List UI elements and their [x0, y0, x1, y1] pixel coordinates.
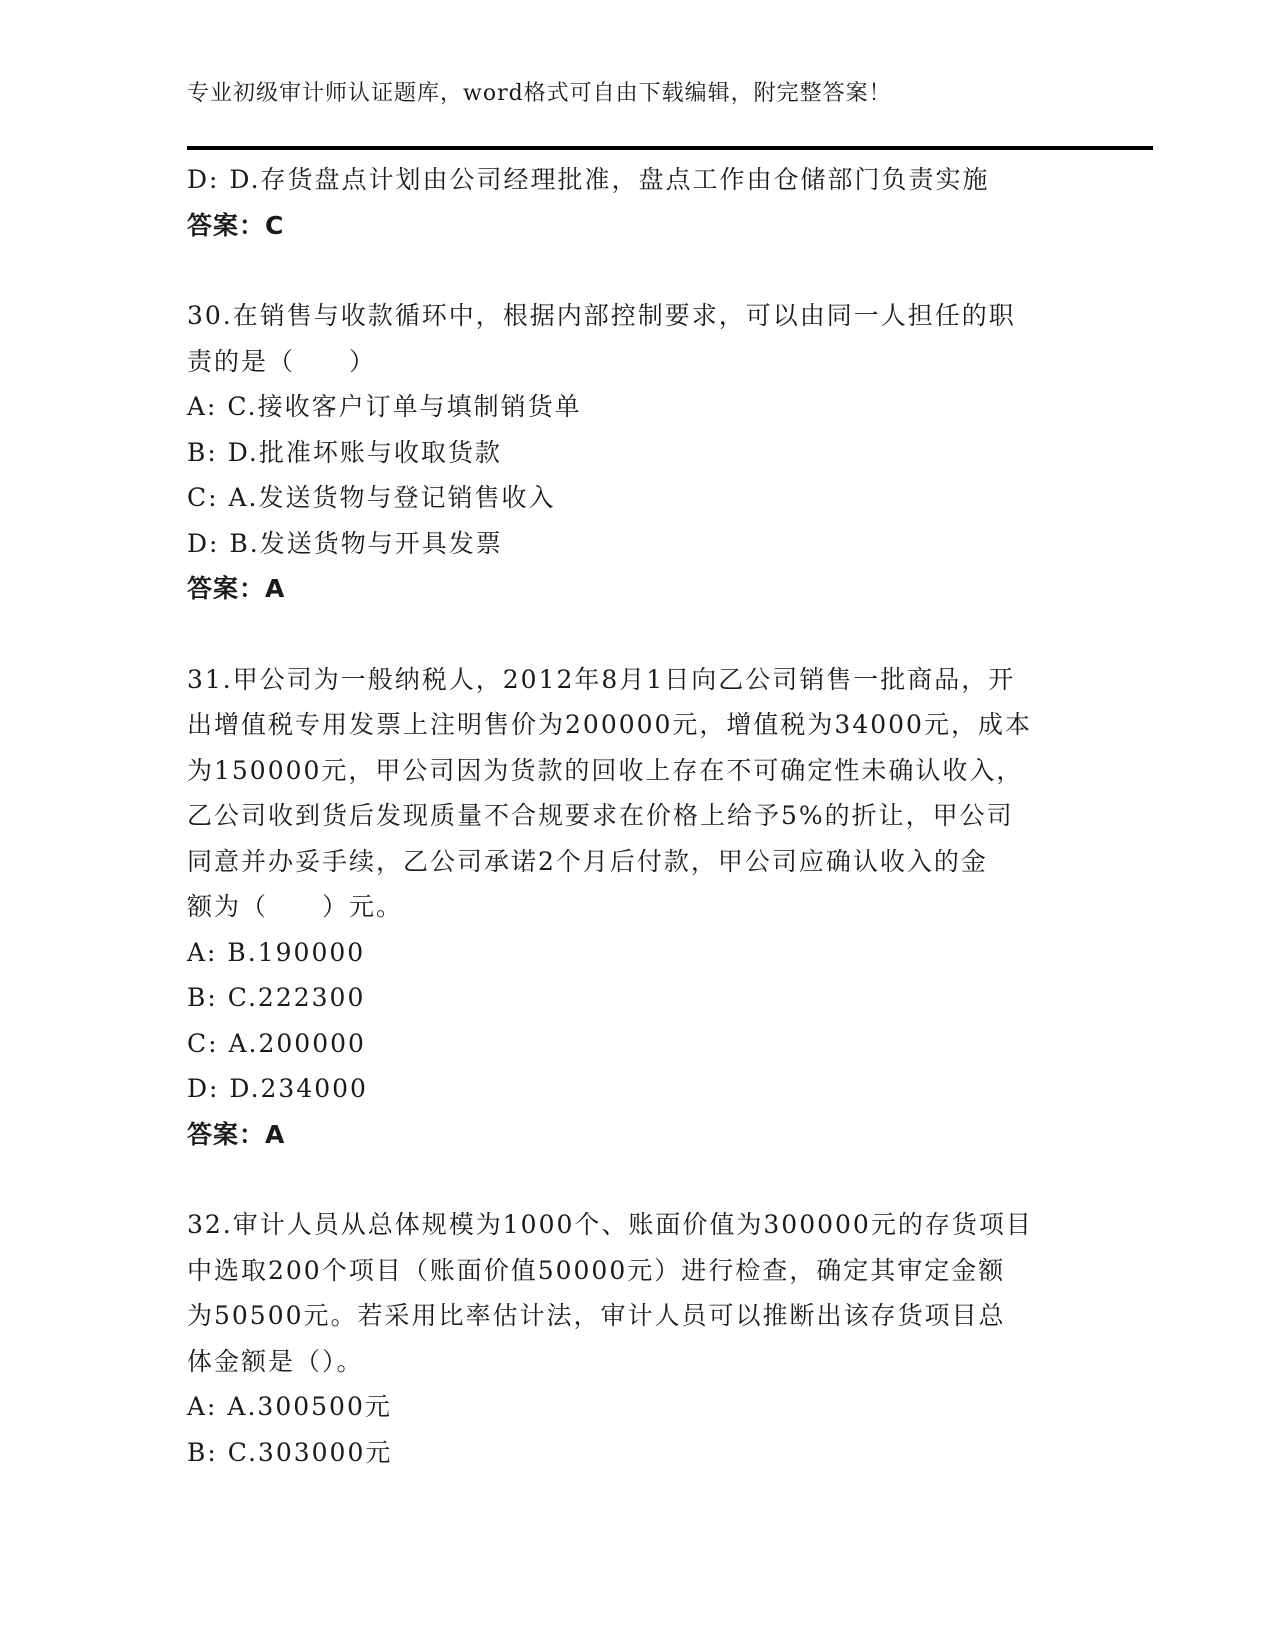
option-line: A: C.接收客户订单与填制销货单 [187, 392, 582, 421]
option-line: B: C.303000元 [187, 1437, 393, 1467]
option-line: D: D.存货盘点计划由公司经理批准，盘点工作由仓储部门负责实施 [187, 165, 990, 194]
header-divider [187, 146, 1153, 150]
option-line: D: B.发送货物与开具发票 [187, 528, 503, 558]
spacer [187, 612, 1087, 657]
question-text: 出增值税专用发票上注明售价为200000元，增值税为34000元，成本 [187, 710, 1032, 739]
question-text: 为150000元，甲公司因为货款的回收上存在不可确定性未确认收入， [187, 755, 1024, 785]
question-block [187, 657, 1087, 1158]
answer-line: 答案：C [187, 210, 285, 240]
document-body [187, 157, 1087, 1475]
question-text: 责的是（ ） [187, 346, 377, 376]
question-text: 为50500元。若采用比率估计法，审计人员可以推断出该存货项目总 [187, 1301, 1006, 1330]
option-line: D: D.234000 [187, 1074, 368, 1103]
option-line: B: C.222300 [187, 983, 366, 1012]
option-line: A: A.300500元 [187, 1392, 392, 1421]
question-text: 30.在销售与收款循环中，根据内部控制要求，可以由同一人担任的职 [187, 301, 1016, 330]
question-text: 中选取200个项目（账面价值50000元）进行检查，确定其审定金额 [187, 1255, 1006, 1285]
option-line: B: D.批准坏账与收取货款 [187, 437, 502, 467]
question-block [187, 293, 1087, 612]
option-line: A: B.190000 [187, 937, 366, 967]
option-line: C: A.发送货物与登记销售收入 [187, 483, 556, 512]
answer-line: 答案：A [187, 574, 286, 603]
spacer [187, 248, 1087, 293]
option-line: C: A.200000 [187, 1028, 366, 1058]
question-text: 额为（ ）元。 [187, 892, 404, 921]
question-text: 31.甲公司为一般纳税人，2012年8月1日向乙公司销售一批商品，开 [187, 664, 1016, 694]
question-text: 乙公司收到货后发现质量不合规要求在价格上给予5%的折让，甲公司 [187, 801, 1014, 830]
page-header: 专业初级审计师认证题库，word格式可自由下载编辑，附完整答案！ [187, 81, 892, 106]
question-text: 同意并办妥手续，乙公司承诺2个月后付款，甲公司应确认收入的金 [187, 846, 988, 876]
question-text: 32.审计人员从总体规模为1000个、账面价值为300000元的存货项目 [187, 1210, 1033, 1239]
question-block [187, 1202, 1087, 1475]
answer-line: 答案：A [187, 1119, 286, 1149]
question-text: 体金额是（）。 [187, 1346, 364, 1376]
spacer [187, 1157, 1087, 1202]
